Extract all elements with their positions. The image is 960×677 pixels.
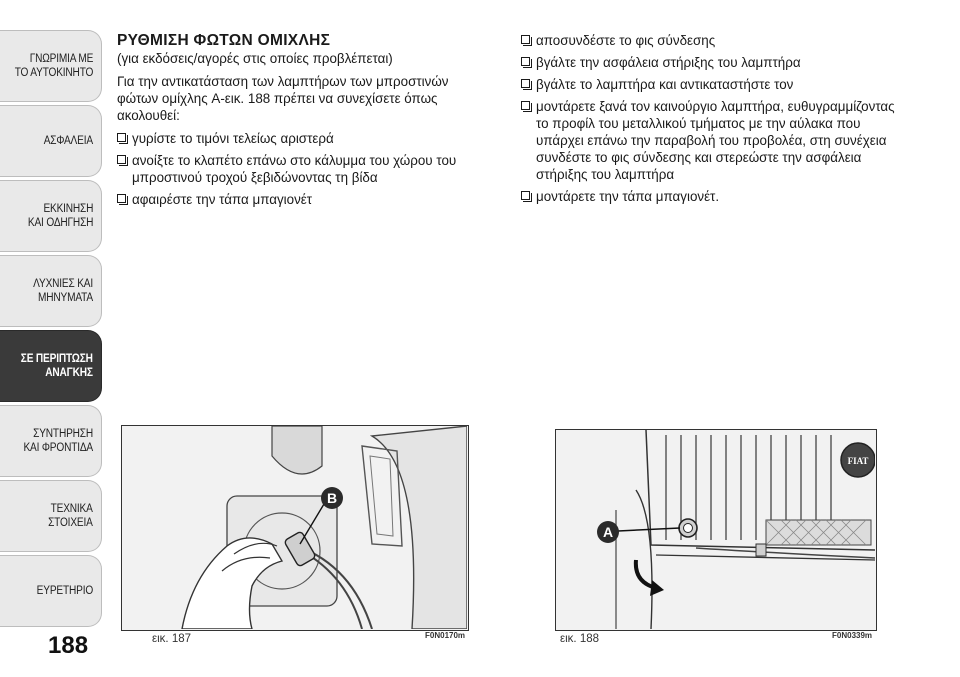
checkbox-bullet-icon [521, 79, 530, 88]
marker-b: B [326, 490, 338, 506]
tab-chapter-3[interactable]: ΕΚΚΙΝΗΣΗ ΚΑΙ ΟΔΗΓΗΣΗ [0, 180, 102, 252]
figure-187-code: F0N0170m [425, 631, 466, 640]
tab-chapter-1[interactable]: ΓΝΩΡΙΜΙΑ ΜΕ ΤΟ ΑΥΤΟΚΙΝΗΤΟ [0, 30, 102, 102]
tab-chapter-7[interactable]: ΤΕΧΝΙΚΑ ΣΤΟΙΧΕΙΑ [0, 480, 102, 552]
figure-187-caption: εικ. 187 [152, 633, 192, 645]
figure-188-caption: εικ. 188 [560, 633, 600, 645]
checkbox-bullet-icon [117, 194, 126, 203]
left-column [117, 32, 489, 213]
figure-187-illustration [121, 425, 469, 631]
tab-chapter-2[interactable]: ΑΣΦΑΛΕΙΑ [0, 105, 102, 177]
fog-light-front-view-drawing [556, 430, 875, 629]
list-item: ανοίξτε το κλαπέτο επάνω στο κάλυμμα του χώρου του μπροστινού τροχού ξεβιδώνοντας τη βίδα [117, 152, 489, 186]
tab-chapter-6[interactable]: ΣΥΝΤΗΡΗΣΗ ΚΑΙ ΦΡΟΝΤΙΔΑ [0, 405, 102, 477]
checkbox-bullet-icon [521, 101, 530, 110]
list-item: αφαιρέστε την τάπα μπαγιονέτ [117, 191, 489, 208]
figure-188-illustration [555, 429, 877, 631]
checkbox-bullet-icon [521, 35, 530, 44]
svg-text:FIAT: FIAT [847, 456, 869, 466]
tab-chapter-4[interactable]: ΛΥΧΝΙΕΣ ΚΑΙ ΜΗΝΥΜΑΤΑ [0, 255, 102, 327]
list-item: γυρίστε το τιμόνι τελείως αριστερά [117, 130, 489, 147]
checkbox-bullet-icon [521, 57, 530, 66]
tab-chapter-8[interactable]: ΕΥΡΕΤΗΡΙΟ [0, 555, 102, 627]
list-item: βγάλτε το λαμπτήρα και αντικαταστήστε τον [521, 76, 901, 93]
list-item: μοντάρετε την τάπα μπαγιονέτ. [521, 188, 901, 205]
section-title: ΡΥΘΜΙΣΗ ΦΩΤΩΝ ΟΜΙΧΛΗΣ [117, 32, 331, 49]
checkbox-bullet-icon [117, 155, 126, 164]
marker-a: A [602, 524, 614, 540]
section-subtitle: (για εκδόσεις/αγορές στις οποίες προβλέπεται) [117, 51, 393, 66]
intro-paragraph: Για την αντικατάσταση των λαμπτήρων των μπροστινών φώτων ομίχλης A-εικ. 188 πρέπει να συνεχίσετε όπως ακολουθεί: [117, 74, 449, 123]
checkbox-bullet-icon [521, 191, 530, 200]
tab-chapter-5-active[interactable]: ΣΕ ΠΕΡΙΠΤΩΣΗ ΑΝΑΓΚΗΣ [0, 330, 102, 402]
list-item: βγάλτε την ασφάλεια στήριξης του λαμπτήρα [521, 54, 901, 71]
list-item: μοντάρετε ξανά τον καινούργιο λαμπτήρα, ευθυγραμμίζοντας το προφίλ του μεταλλικού τμήματος με την αύλακα που υπάρχει επάνω την παραβολή του προβολέα, στη συνέχεια συνδέστε το φις σύνδεσης και στερεώστε την ασφάλεια στήριξης του λαμπτήρα [521, 98, 901, 183]
figure-188-code: F0N0339m [832, 631, 873, 640]
page-number: 188 [48, 632, 89, 659]
checkbox-bullet-icon [117, 133, 126, 142]
fog-light-connector-drawing [122, 426, 467, 629]
right-column [521, 32, 901, 210]
list-item: αποσυνδέστε το φις σύνδεσης [521, 32, 901, 49]
